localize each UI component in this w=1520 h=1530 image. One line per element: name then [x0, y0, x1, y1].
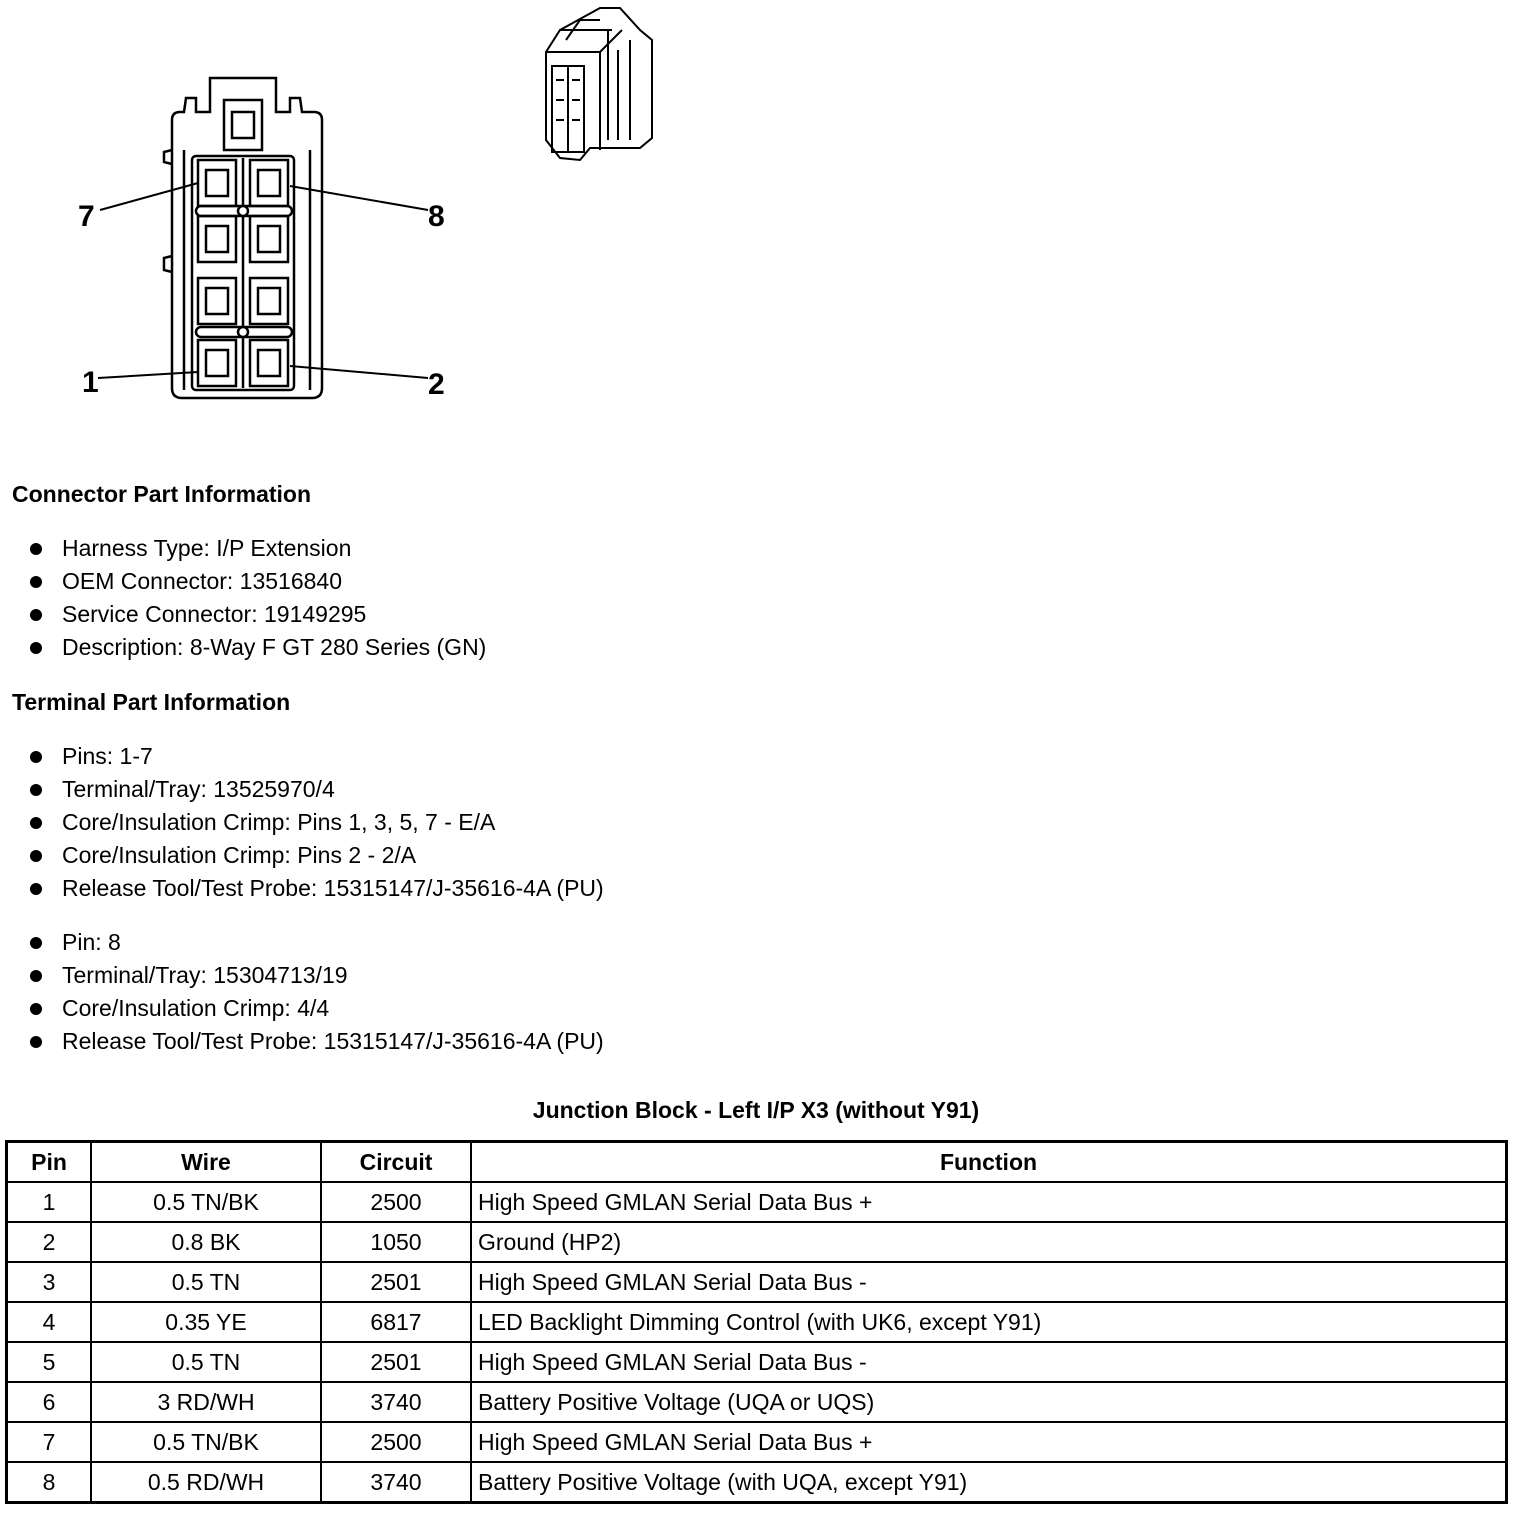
cell-wire: 0.35 YE: [91, 1302, 321, 1342]
pin-label-1: 1: [82, 366, 99, 399]
cavity-5: [198, 216, 236, 262]
cell-pin: 1: [7, 1182, 92, 1222]
header-pin: Pin: [7, 1142, 92, 1183]
table-row: [7, 1422, 1507, 1462]
list-item: Core/Insulation Crimp: Pins 2 - 2/A: [28, 839, 604, 872]
table-row: [7, 1182, 1507, 1222]
cell-pin: 3: [7, 1262, 92, 1302]
cell-wire: 0.5 TN: [91, 1342, 321, 1382]
cell-pin: 4: [7, 1302, 92, 1342]
list-item: Pin: 8: [28, 926, 604, 959]
cell-function: Battery Positive Voltage (with UQA, except Y91): [471, 1462, 1507, 1503]
pin-label-7: 7: [78, 200, 95, 233]
cell-wire: 0.5 TN/BK: [91, 1422, 321, 1462]
cell-pin: 2: [7, 1222, 92, 1262]
connector-part-info-list: [28, 532, 486, 664]
connector-iso-view: [546, 8, 652, 160]
list-item: Pins: 1-7: [28, 740, 604, 773]
list-item: Core/Insulation Crimp: Pins 1, 3, 5, 7 - E/A: [28, 806, 604, 839]
cell-pin: 5: [7, 1342, 92, 1382]
cell-wire: 3 RD/WH: [91, 1382, 321, 1422]
cell-function: High Speed GMLAN Serial Data Bus -: [471, 1262, 1507, 1302]
table-title: Junction Block - Left I/P X3 (without Y91): [532, 1097, 980, 1123]
cell-circuit: 3740: [321, 1382, 471, 1422]
list-item: Terminal/Tray: 13525970/4: [28, 773, 604, 806]
cavity-6: [250, 216, 288, 262]
list-item: Service Connector: 19149295: [28, 598, 486, 631]
list-item: Description: 8-Way F GT 280 Series (GN): [28, 631, 486, 664]
cavity-4: [250, 278, 288, 324]
cell-function: Ground (HP2): [471, 1222, 1507, 1262]
terminal-part-info-heading: Terminal Part Information: [12, 689, 291, 715]
pin-label-8: 8: [428, 200, 445, 233]
cell-function: High Speed GMLAN Serial Data Bus +: [471, 1182, 1507, 1222]
cell-function: LED Backlight Dimming Control (with UK6, except Y91): [471, 1302, 1507, 1342]
cavity-3: [198, 278, 236, 324]
cell-wire: 0.5 RD/WH: [91, 1462, 321, 1503]
cell-wire: 0.5 TN: [91, 1262, 321, 1302]
connector-latch: [224, 100, 262, 150]
list-item: Harness Type: I/P Extension: [28, 532, 486, 565]
terminal-group-2-list: [28, 926, 604, 1058]
connector-body: [172, 78, 322, 398]
cell-function: High Speed GMLAN Serial Data Bus -: [471, 1342, 1507, 1382]
list-item: Release Tool/Test Probe: 15315147/J-35616-4A (PU): [28, 1025, 604, 1058]
cell-function: High Speed GMLAN Serial Data Bus +: [471, 1422, 1507, 1462]
cell-wire: 0.5 TN/BK: [91, 1182, 321, 1222]
cell-circuit: 2501: [321, 1342, 471, 1382]
connector-diagram: [0, 0, 700, 420]
cavity-2: [250, 340, 288, 386]
table-row: [7, 1382, 1507, 1422]
cell-function: Battery Positive Voltage (UQA or UQS): [471, 1382, 1507, 1422]
table-row: [7, 1262, 1507, 1302]
header-function: Function: [471, 1142, 1507, 1183]
header-wire: Wire: [91, 1142, 321, 1183]
cell-circuit: 2501: [321, 1262, 471, 1302]
list-item: Release Tool/Test Probe: 15315147/J-35616-4A (PU): [28, 872, 604, 905]
list-item: OEM Connector: 13516840: [28, 565, 486, 598]
cavity-7: [198, 160, 236, 206]
table-header-row: [7, 1142, 1507, 1183]
pin-label-2: 2: [428, 368, 445, 401]
cell-circuit: 2500: [321, 1182, 471, 1222]
cell-circuit: 6817: [321, 1302, 471, 1342]
table-row: [7, 1222, 1507, 1262]
cavity-1: [198, 340, 236, 386]
header-circuit: Circuit: [321, 1142, 471, 1183]
table-row: [7, 1342, 1507, 1382]
cell-circuit: 1050: [321, 1222, 471, 1262]
terminal-group-1-list: [28, 740, 604, 905]
pin-table: [5, 1140, 1508, 1504]
table-row: [7, 1302, 1507, 1342]
cell-circuit: 2500: [321, 1422, 471, 1462]
cell-pin: 8: [7, 1462, 92, 1503]
cell-pin: 7: [7, 1422, 92, 1462]
cell-wire: 0.8 BK: [91, 1222, 321, 1262]
cell-pin: 6: [7, 1382, 92, 1422]
connector-part-info-heading: Connector Part Information: [12, 481, 312, 507]
cell-circuit: 3740: [321, 1462, 471, 1503]
list-item: Terminal/Tray: 15304713/19: [28, 959, 604, 992]
table-row: [7, 1462, 1507, 1503]
cavity-8: [250, 160, 288, 206]
list-item: Core/Insulation Crimp: 4/4: [28, 992, 604, 1025]
